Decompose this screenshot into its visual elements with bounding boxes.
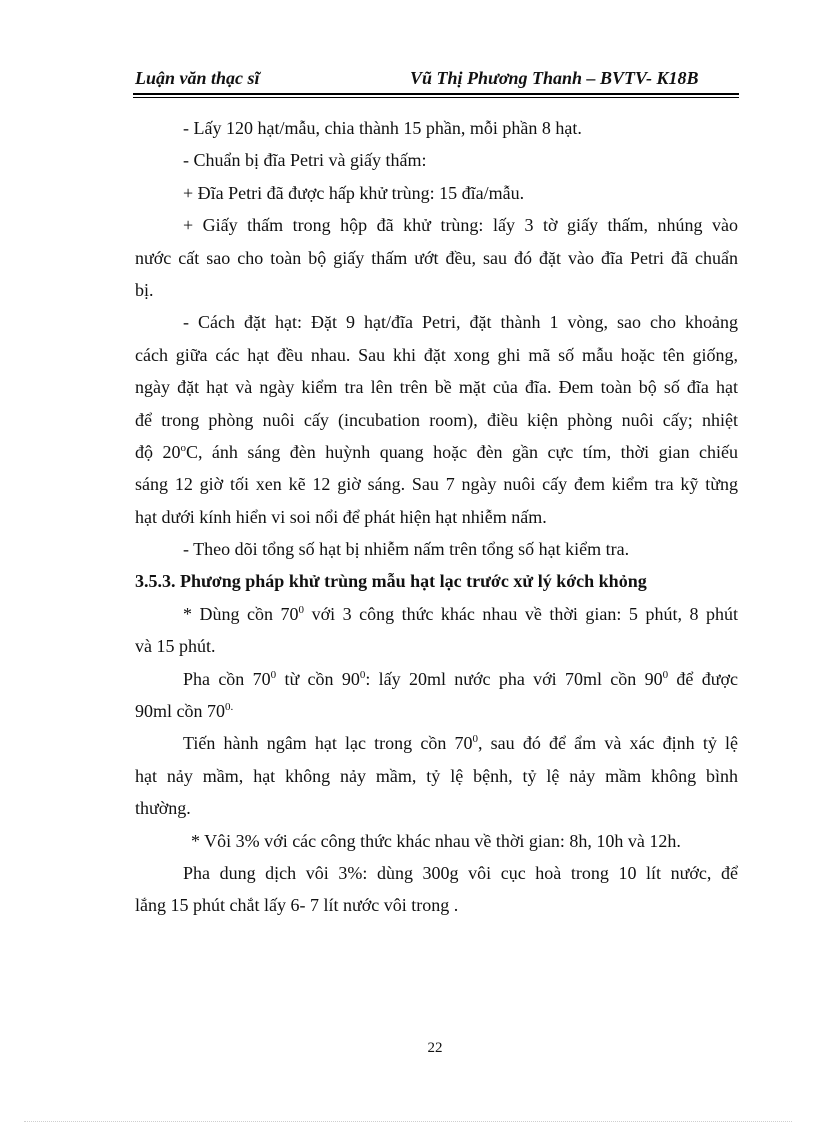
alcohol-line — [135, 598, 738, 630]
text-run: với 3 công thức khác nhau về thời gian: 5 phút, 8 phút — [304, 603, 738, 624]
paragraph-line: thường. — [135, 798, 191, 819]
temperature-line — [135, 436, 738, 468]
text-run: C, ánh sáng đèn huỳnh quang hoặc đèn gần cực tím, thời gian chiếu — [185, 441, 738, 462]
paragraph-line: - Cách đặt hạt: Đặt 9 hạt/đĩa Petri, đặt thành 1 vòng, sao cho khoảng — [183, 312, 738, 333]
running-header — [133, 66, 739, 92]
superscript: 0 — [298, 603, 305, 616]
superscript: 0 — [270, 668, 277, 681]
superscript: 0 — [472, 733, 478, 746]
superscript: 0 — [662, 668, 669, 681]
text-run: * Dùng cồn 70 — [183, 603, 299, 624]
paragraph-line: nước cất sao cho toàn bộ giấy thấm ướt đều, sau đó đặt vào đĩa Petri đã chuẩn — [135, 247, 738, 268]
text-run: độ 20 — [135, 441, 181, 462]
mix-line — [135, 663, 738, 695]
page-bottom-divider — [24, 1121, 792, 1122]
paragraph-line: để trong phòng nuôi cấy (incubation room), điều kiện phòng nuôi cấy; nhiệt — [135, 409, 738, 430]
text-run: để được — [668, 668, 738, 689]
header-left: Luận văn thạc sĩ — [135, 68, 260, 88]
text-run: 90ml cồn 70 — [135, 701, 225, 722]
header-rule-thick — [133, 93, 739, 95]
body-text — [135, 112, 738, 922]
paragraph-line: - Theo dõi tổng số hạt bị nhiễm nấm trên tổng số hạt kiểm tra. — [183, 539, 630, 560]
paragraph-line: bị. — [135, 279, 154, 300]
paragraph-line: hạt dưới kính hiển vi soi nổi để phát hiện hạt nhiễm nấm. — [135, 506, 547, 527]
paragraph-line: * Vôi 3% với các công thức khác nhau về thời gian: 8h, 10h và 12h. — [191, 830, 681, 851]
paragraph-line: - Lấy 120 hạt/mẫu, chia thành 15 phần, mỗi phần 8 hạt. — [183, 118, 582, 138]
paragraph-line: ngày đặt hạt và ngày kiểm tra lên trên bề mặt của đĩa. Đem toàn bộ số đĩa hạt — [135, 377, 738, 398]
paragraph-line: - Chuẩn bị đĩa Petri và giấy thấm: — [183, 150, 427, 171]
header-right: Vũ Thị Phương Thanh – BVTV- K18B — [410, 68, 699, 88]
section-heading: 3.5.3. Phương pháp khử trùng mẫu hạt lạc trước xử lý kớch khỏng — [135, 571, 647, 592]
paragraph-line: Pha dung dịch vôi 3%: dùng 300g vôi cục hoà trong 10 lít nước, để — [183, 862, 738, 883]
paragraph-line: lắng 15 phút chắt lấy 6- 7 lít nước vôi trong . — [135, 895, 459, 916]
text-run: Pha cồn 70 — [183, 668, 271, 689]
text-run: Tiến hành ngâm hạt lạc trong cồn 70 — [183, 733, 473, 754]
paragraph-line: + Giấy thấm trong hộp đã khử trùng: lấy 3 tờ giấy thấm, nhúng vào — [183, 215, 738, 236]
paragraph-line: và 15 phút. — [135, 636, 216, 657]
text-run: , sau đó để ẩm và xác định tỷ lệ — [478, 733, 738, 754]
mix-line-continued — [135, 695, 738, 727]
superscript: 0. — [225, 701, 234, 714]
paragraph-line: sáng 12 giờ tối xen kẽ 12 giờ sáng. Sau 7 ngày nuôi cấy đem kiểm tra kỹ từng — [135, 474, 738, 495]
page-number: 22 — [427, 1040, 443, 1056]
paragraph-line: hạt nảy mầm, hạt không nảy mầm, tỷ lệ bệnh, tỷ lệ nảy mầm không bình — [135, 765, 738, 786]
paragraph-line: + Đĩa Petri đã được hấp khử trùng: 15 đĩa/mẫu. — [183, 182, 525, 203]
header-rule-thin — [133, 97, 739, 98]
soak-line — [135, 727, 738, 759]
superscript: 0 — [359, 668, 366, 681]
paragraph-line: cách giữa các hạt đều nhau. Sau khi đặt xong ghi mã số mẫu hoặc tên giống, — [135, 344, 738, 365]
superscript: o — [180, 441, 186, 454]
text-run: từ cồn 90 — [276, 668, 360, 689]
text-run: : lấy 20ml nước pha với 70ml cồn 90 — [365, 668, 663, 689]
